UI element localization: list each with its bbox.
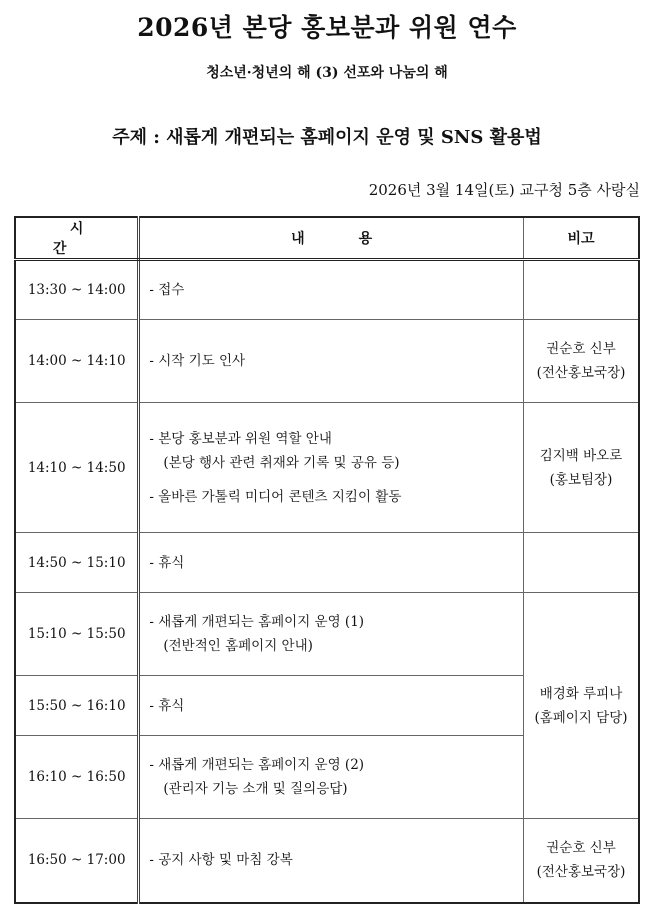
presenter-name: 배경화 루피나: [539, 685, 623, 702]
table-row: [15, 819, 639, 903]
content-cell: [139, 819, 524, 903]
content-cell: [139, 320, 524, 403]
presenter-name: 권순호 신부: [546, 840, 616, 857]
time-cell: 14:10 ~ 14:50: [15, 403, 139, 533]
presenter-role: (홈페이지 담당): [534, 709, 628, 726]
content-line: (관리자 기능 소개 및 질의응답): [163, 781, 348, 797]
content-cell: [139, 403, 524, 533]
note-cell: [524, 819, 640, 903]
topic-heading: 주제 : 새롭게 개편되는 홈페이지 운영 및 SNS 활용법: [112, 127, 542, 148]
content-line: - 휴식: [149, 554, 185, 571]
table-row: [15, 533, 639, 593]
content-line: - 새롭게 개편되는 홈페이지 운영 (1): [149, 614, 365, 630]
page-title: 2026년 본당 홍보분과 위원 연수: [137, 13, 517, 42]
content-cell: [139, 260, 524, 320]
time-cell: 15:50 ~ 16:10: [15, 676, 139, 736]
content-line: - 시작 기도 인사: [149, 353, 246, 369]
table-header-row: [15, 217, 639, 260]
header-note: 비고: [524, 217, 640, 260]
presenter-role: (전산홍보국장): [536, 864, 626, 881]
content-line: - 공지 사항 및 마침 강복: [149, 852, 293, 869]
header-content: 내용: [139, 217, 524, 260]
note-cell: [524, 260, 640, 320]
note-cell: [524, 533, 640, 593]
header-time: 시간: [15, 217, 139, 260]
note-cell: [524, 403, 640, 533]
presenter-name: 김지백 바오로: [539, 447, 623, 464]
presenter-name: 권순호 신부: [546, 341, 616, 357]
table-row: [15, 593, 639, 676]
note-cell: [524, 320, 640, 403]
presenter-role: (전산홍보국장): [536, 365, 626, 381]
content-line: (전반적인 홈페이지 안내): [163, 638, 313, 654]
content-cell: [139, 593, 524, 676]
time-cell: 14:50 ~ 15:10: [15, 533, 139, 593]
table-row: [15, 260, 639, 320]
content-cell: [139, 736, 524, 819]
table-row: [15, 320, 639, 403]
time-cell: 13:30 ~ 14:00: [15, 260, 139, 320]
time-cell: 16:10 ~ 16:50: [15, 736, 139, 819]
time-cell: 15:10 ~ 15:50: [15, 593, 139, 676]
content-line: - 올바른 가톨릭 미디어 콘텐츠 지킴이 활동: [149, 488, 402, 505]
page-subtitle: 청소년·청년의 해 (3) 선포와 나눔의 해: [206, 65, 448, 81]
presenter-role: (홍보팀장): [549, 471, 613, 488]
time-cell: 16:50 ~ 17:00: [15, 819, 139, 903]
content-line: - 본당 홍보분과 위원 역할 안내: [149, 430, 332, 447]
content-line: - 새롭게 개편되는 홈페이지 운영 (2): [149, 757, 365, 773]
content-line: - 휴식: [149, 697, 185, 714]
content-line: - 접수: [149, 282, 185, 298]
date-location: 2026년 3월 14일(토) 교구청 5층 사랑실: [368, 181, 640, 199]
content-cell: [139, 533, 524, 593]
time-cell: 14:00 ~ 14:10: [15, 320, 139, 403]
note-cell: [524, 593, 640, 819]
table-row: [15, 403, 639, 533]
schedule-table: [14, 216, 640, 904]
content-cell: [139, 676, 524, 736]
content-line: (본당 행사 관련 취재와 기록 및 공유 등): [163, 454, 400, 471]
